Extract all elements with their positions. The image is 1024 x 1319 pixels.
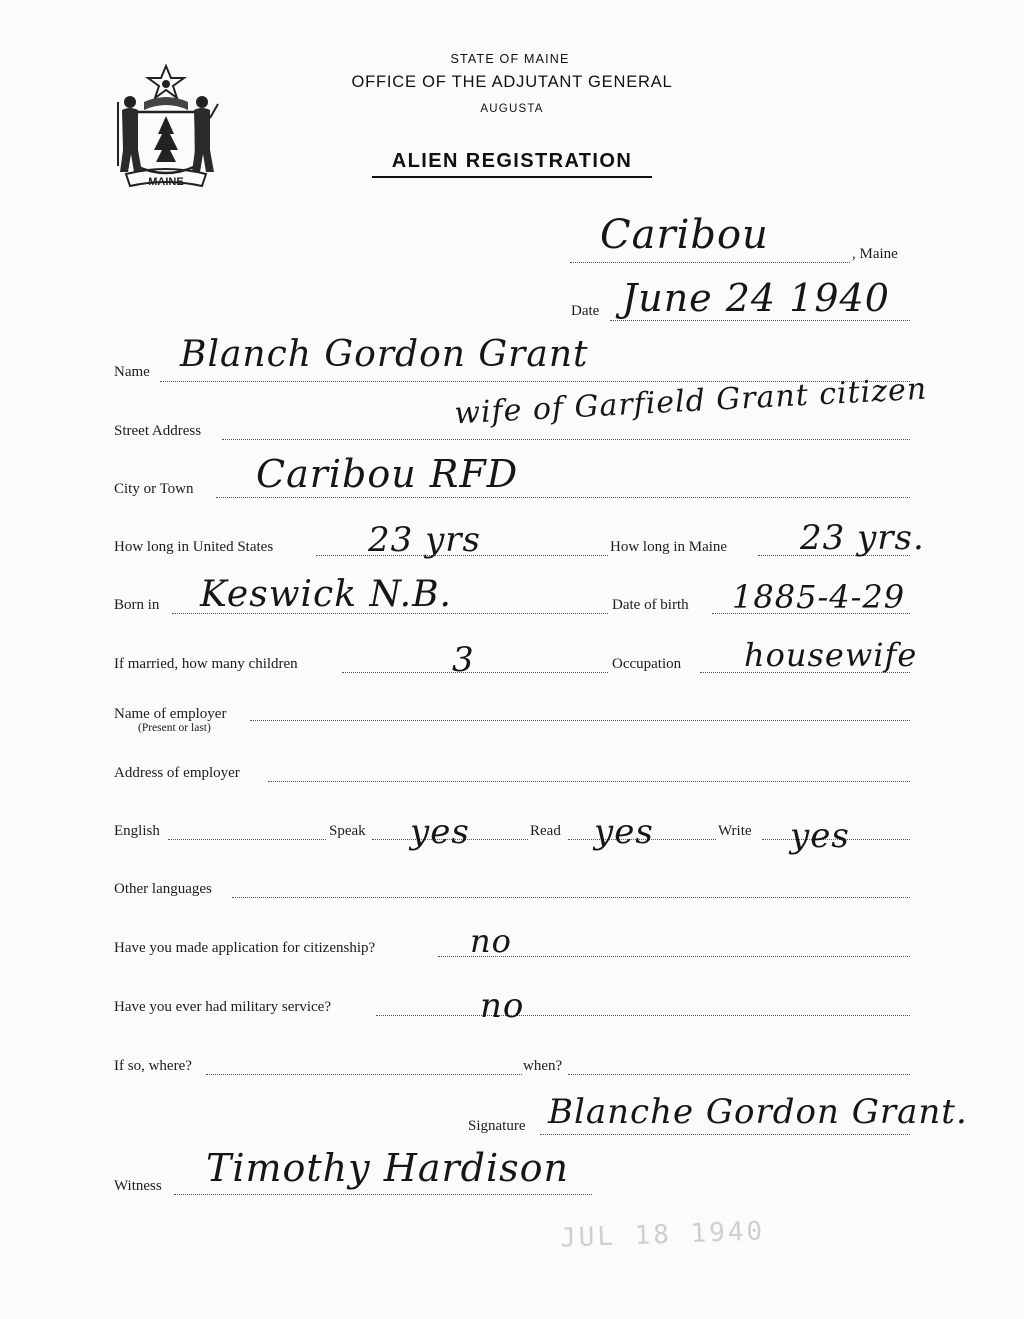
witness-line <box>174 1194 592 1195</box>
name-note-value: wife of Garfield Grant citizen <box>453 371 928 432</box>
signature-value: Blanche Gordon Grant. <box>548 1092 968 1132</box>
seal-motto: MAINE <box>148 176 184 188</box>
english-label: English <box>114 823 160 839</box>
if-so-where-label: If so, where? <box>114 1058 192 1074</box>
how-long-maine-value: 23 yrs. <box>800 518 925 558</box>
street-label: Street Address <box>114 423 202 439</box>
title-underline <box>372 176 652 178</box>
date-of-birth-label: Date of birth <box>612 597 689 613</box>
town-line <box>570 262 850 263</box>
military-line <box>376 1015 910 1016</box>
city-value: Caribou RFD <box>256 452 519 496</box>
write-value: yes <box>790 816 850 856</box>
other-languages-label: Other languages <box>114 881 212 897</box>
speak-label: Speak <box>329 823 366 839</box>
when-label: when? <box>523 1058 563 1074</box>
date-label: Date <box>571 303 600 319</box>
header-office: OFFICE OF THE ADJUTANT GENERAL <box>351 73 673 91</box>
town-value: Caribou <box>600 212 769 258</box>
children-value: 3 <box>452 640 475 680</box>
english-line <box>168 839 326 840</box>
received-stamp: JUL 18 1940 <box>559 1216 766 1254</box>
employer-name-note: (Present or last) <box>138 722 211 734</box>
city-label: City or Town <box>114 481 194 497</box>
how-long-maine-label: How long in Maine <box>610 539 728 555</box>
occupation-value: housewife <box>744 636 918 674</box>
date-line <box>610 320 910 321</box>
employer-address-line <box>268 781 910 782</box>
military-label: Have you ever had military service? <box>114 999 331 1015</box>
if-so-where-line <box>206 1074 522 1075</box>
write-label: Write <box>718 823 752 839</box>
employer-address-label: Address of employer <box>114 765 240 781</box>
form-title: ALIEN REGISTRATION <box>391 150 633 172</box>
signature-label: Signature <box>468 1118 526 1134</box>
date-value: June 24 1940 <box>622 276 890 320</box>
employer-name-label: Name of employer <box>114 706 227 722</box>
military-value: no <box>480 986 525 1026</box>
header-state: STATE OF MAINE <box>450 52 570 66</box>
maine-label: , Maine <box>852 246 898 262</box>
witness-label: Witness <box>114 1178 162 1194</box>
children-label: If married, how many children <box>114 656 298 672</box>
speak-value: yes <box>410 812 470 852</box>
read-label: Read <box>530 823 561 839</box>
other-languages-line <box>232 897 910 898</box>
when-line <box>568 1074 910 1075</box>
occupation-label: Occupation <box>612 656 682 672</box>
employer-name-line <box>250 720 910 721</box>
name-label: Name <box>114 364 150 380</box>
signature-line <box>540 1134 910 1135</box>
city-line <box>216 497 910 498</box>
citizenship-label: Have you made application for citizenship? <box>114 940 376 956</box>
date-of-birth-value: 1885-4-29 <box>732 578 906 616</box>
name-value: Blanch Gordon Grant <box>180 334 589 375</box>
how-long-us-label: How long in United States <box>114 539 274 555</box>
children-line <box>342 672 608 673</box>
born-in-label: Born in <box>114 597 160 613</box>
header-city: AUGUSTA <box>480 103 544 115</box>
how-long-us-value: 23 yrs <box>368 520 481 560</box>
street-line <box>222 439 910 440</box>
born-in-value: Keswick N.B. <box>200 574 452 615</box>
citizenship-value: no <box>470 922 512 960</box>
read-value: yes <box>594 812 654 852</box>
witness-value: Timothy Hardison <box>206 1146 569 1190</box>
